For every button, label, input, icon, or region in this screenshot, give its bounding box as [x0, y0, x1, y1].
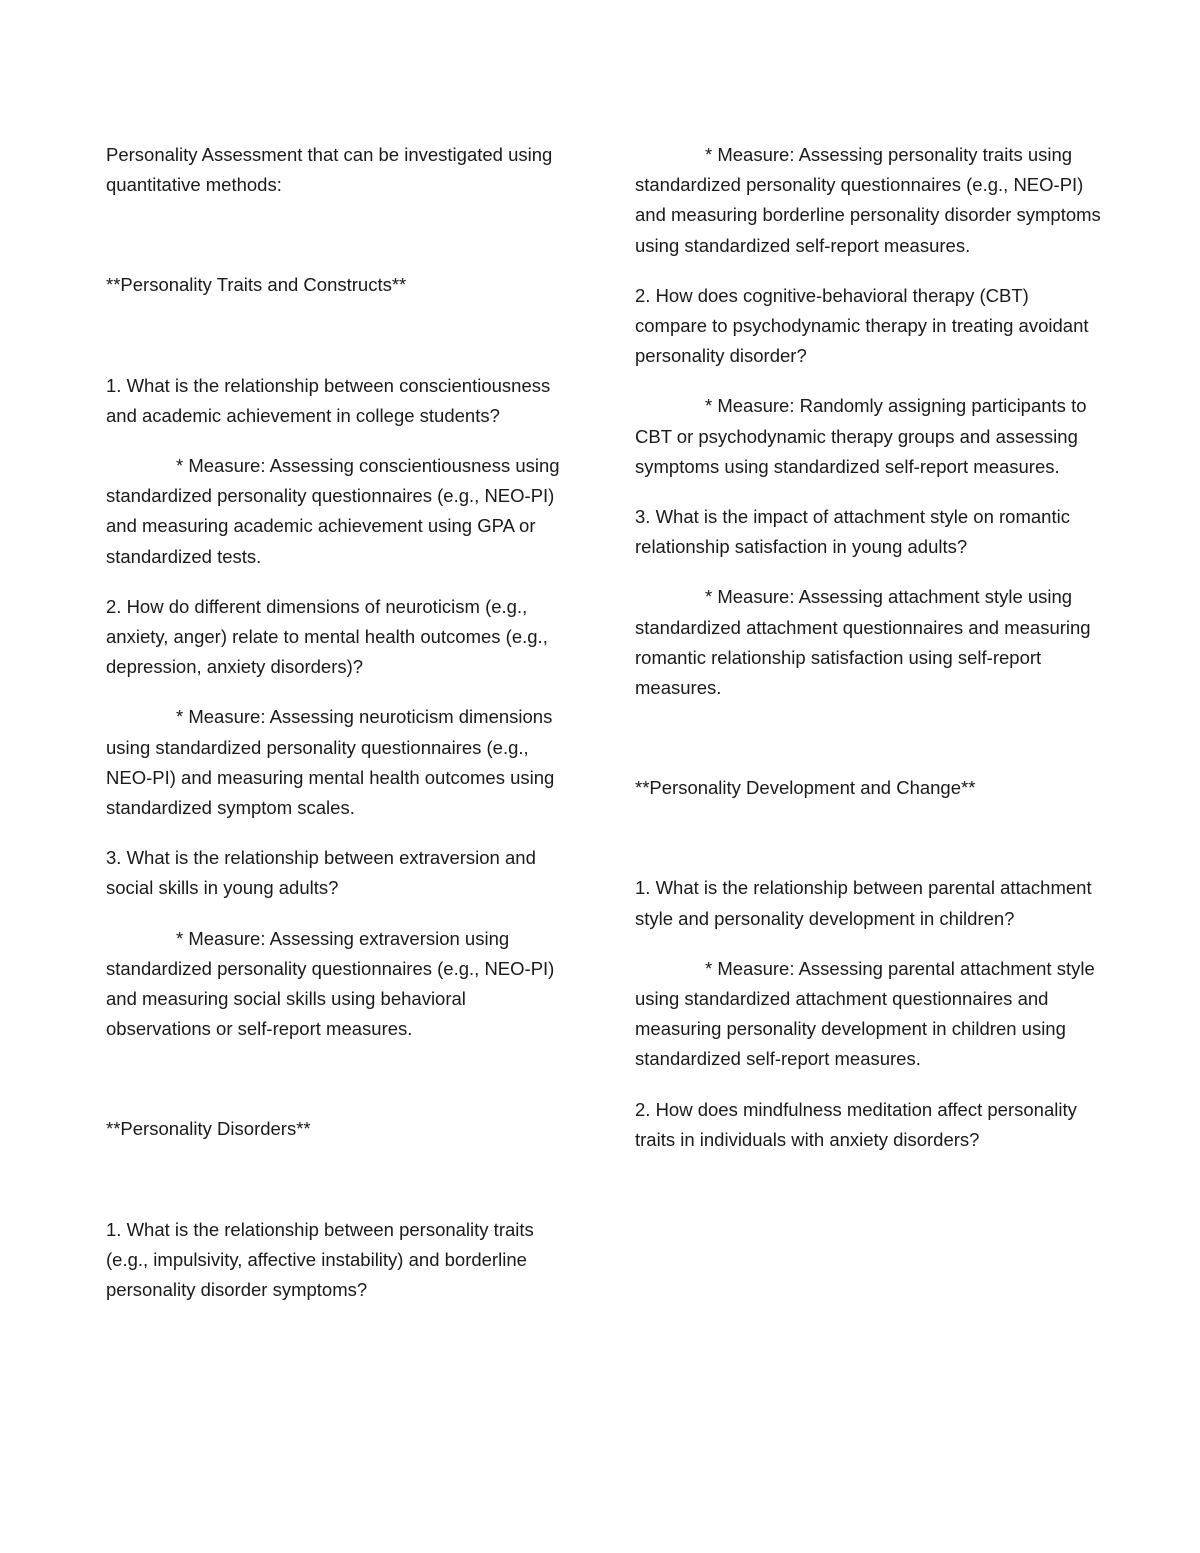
right-column: [635, 140, 1105, 1155]
section-heading-traits: **Personality Traits and Constructs**: [106, 274, 407, 296]
question-development-2: 2. How does mindfulness meditation affect personality traits in individuals with anxiety disorders?: [635, 1098, 1077, 1150]
measure-traits-3: * Measure: Assessing extraversion using standardized personality questionnaires (e.g., NEO-PI) and measuring social skills using behavioral observations or self-report measures.: [106, 927, 555, 1040]
document-title: Personality Assessment that can be investigated using quantitative methods:: [106, 144, 553, 196]
question-traits-3: 3. What is the relationship between extraversion and social skills in young adults?: [106, 847, 536, 899]
measure-development-1: * Measure: Assessing parental attachment style using standardized attachment questionnaires and measuring personality development in children using standardized self-report measures.: [635, 957, 1095, 1070]
question-disorders-2: 2. How does cognitive-behavioral therapy (CBT) compare to psychodynamic therapy in treating avoidant personality disorder?: [635, 284, 1089, 367]
measure-disorders-3: * Measure: Assessing attachment style using standardized attachment questionnaires and measuring romantic relationship satisfaction using self-report measures.: [635, 586, 1091, 699]
left-column: [106, 140, 568, 1305]
section-heading-disorders: **Personality Disorders**: [106, 1118, 311, 1140]
question-disorders-3: 3. What is the impact of attachment style on romantic relationship satisfaction in young adults?: [635, 506, 1070, 558]
measure-traits-1: * Measure: Assessing conscientiousness using standardized personality questionnaires (e.g., NEO-PI) and measuring academic achievement using GPA or standardized tests.: [106, 455, 560, 567]
measure-traits-2: * Measure: Assessing neuroticism dimensions using standardized personality questionnaires (e.g., NEO-PI) and measuring mental health outcomes using standardized symptom scales.: [106, 706, 555, 819]
question-disorders-1: 1. What is the relationship between personality traits (e.g., impulsivity, affective instability) and borderline personality disorder symptoms?: [106, 1218, 534, 1301]
question-traits-1: 1. What is the relationship between conscientiousness and academic achievement in college students?: [106, 374, 551, 426]
question-development-1: 1. What is the relationship between parental attachment style and personality development in children?: [635, 877, 1092, 929]
measure-disorders-1: * Measure: Assessing personality traits using standardized personality questionnaires (e.g., NEO-PI) and measuring borderline personality disorder symptoms using standardized self-report measures.: [635, 144, 1101, 256]
measure-disorders-2: * Measure: Randomly assigning participants to CBT or psychodynamic therapy groups and assessing symptoms using standardized self-report measures.: [635, 395, 1087, 477]
section-heading-development: **Personality Development and Change**: [635, 777, 976, 799]
question-traits-2: 2. How do different dimensions of neuroticism (e.g., anxiety, anger) relate to mental health outcomes (e.g., depression, anxiety disorders)?: [106, 595, 548, 678]
